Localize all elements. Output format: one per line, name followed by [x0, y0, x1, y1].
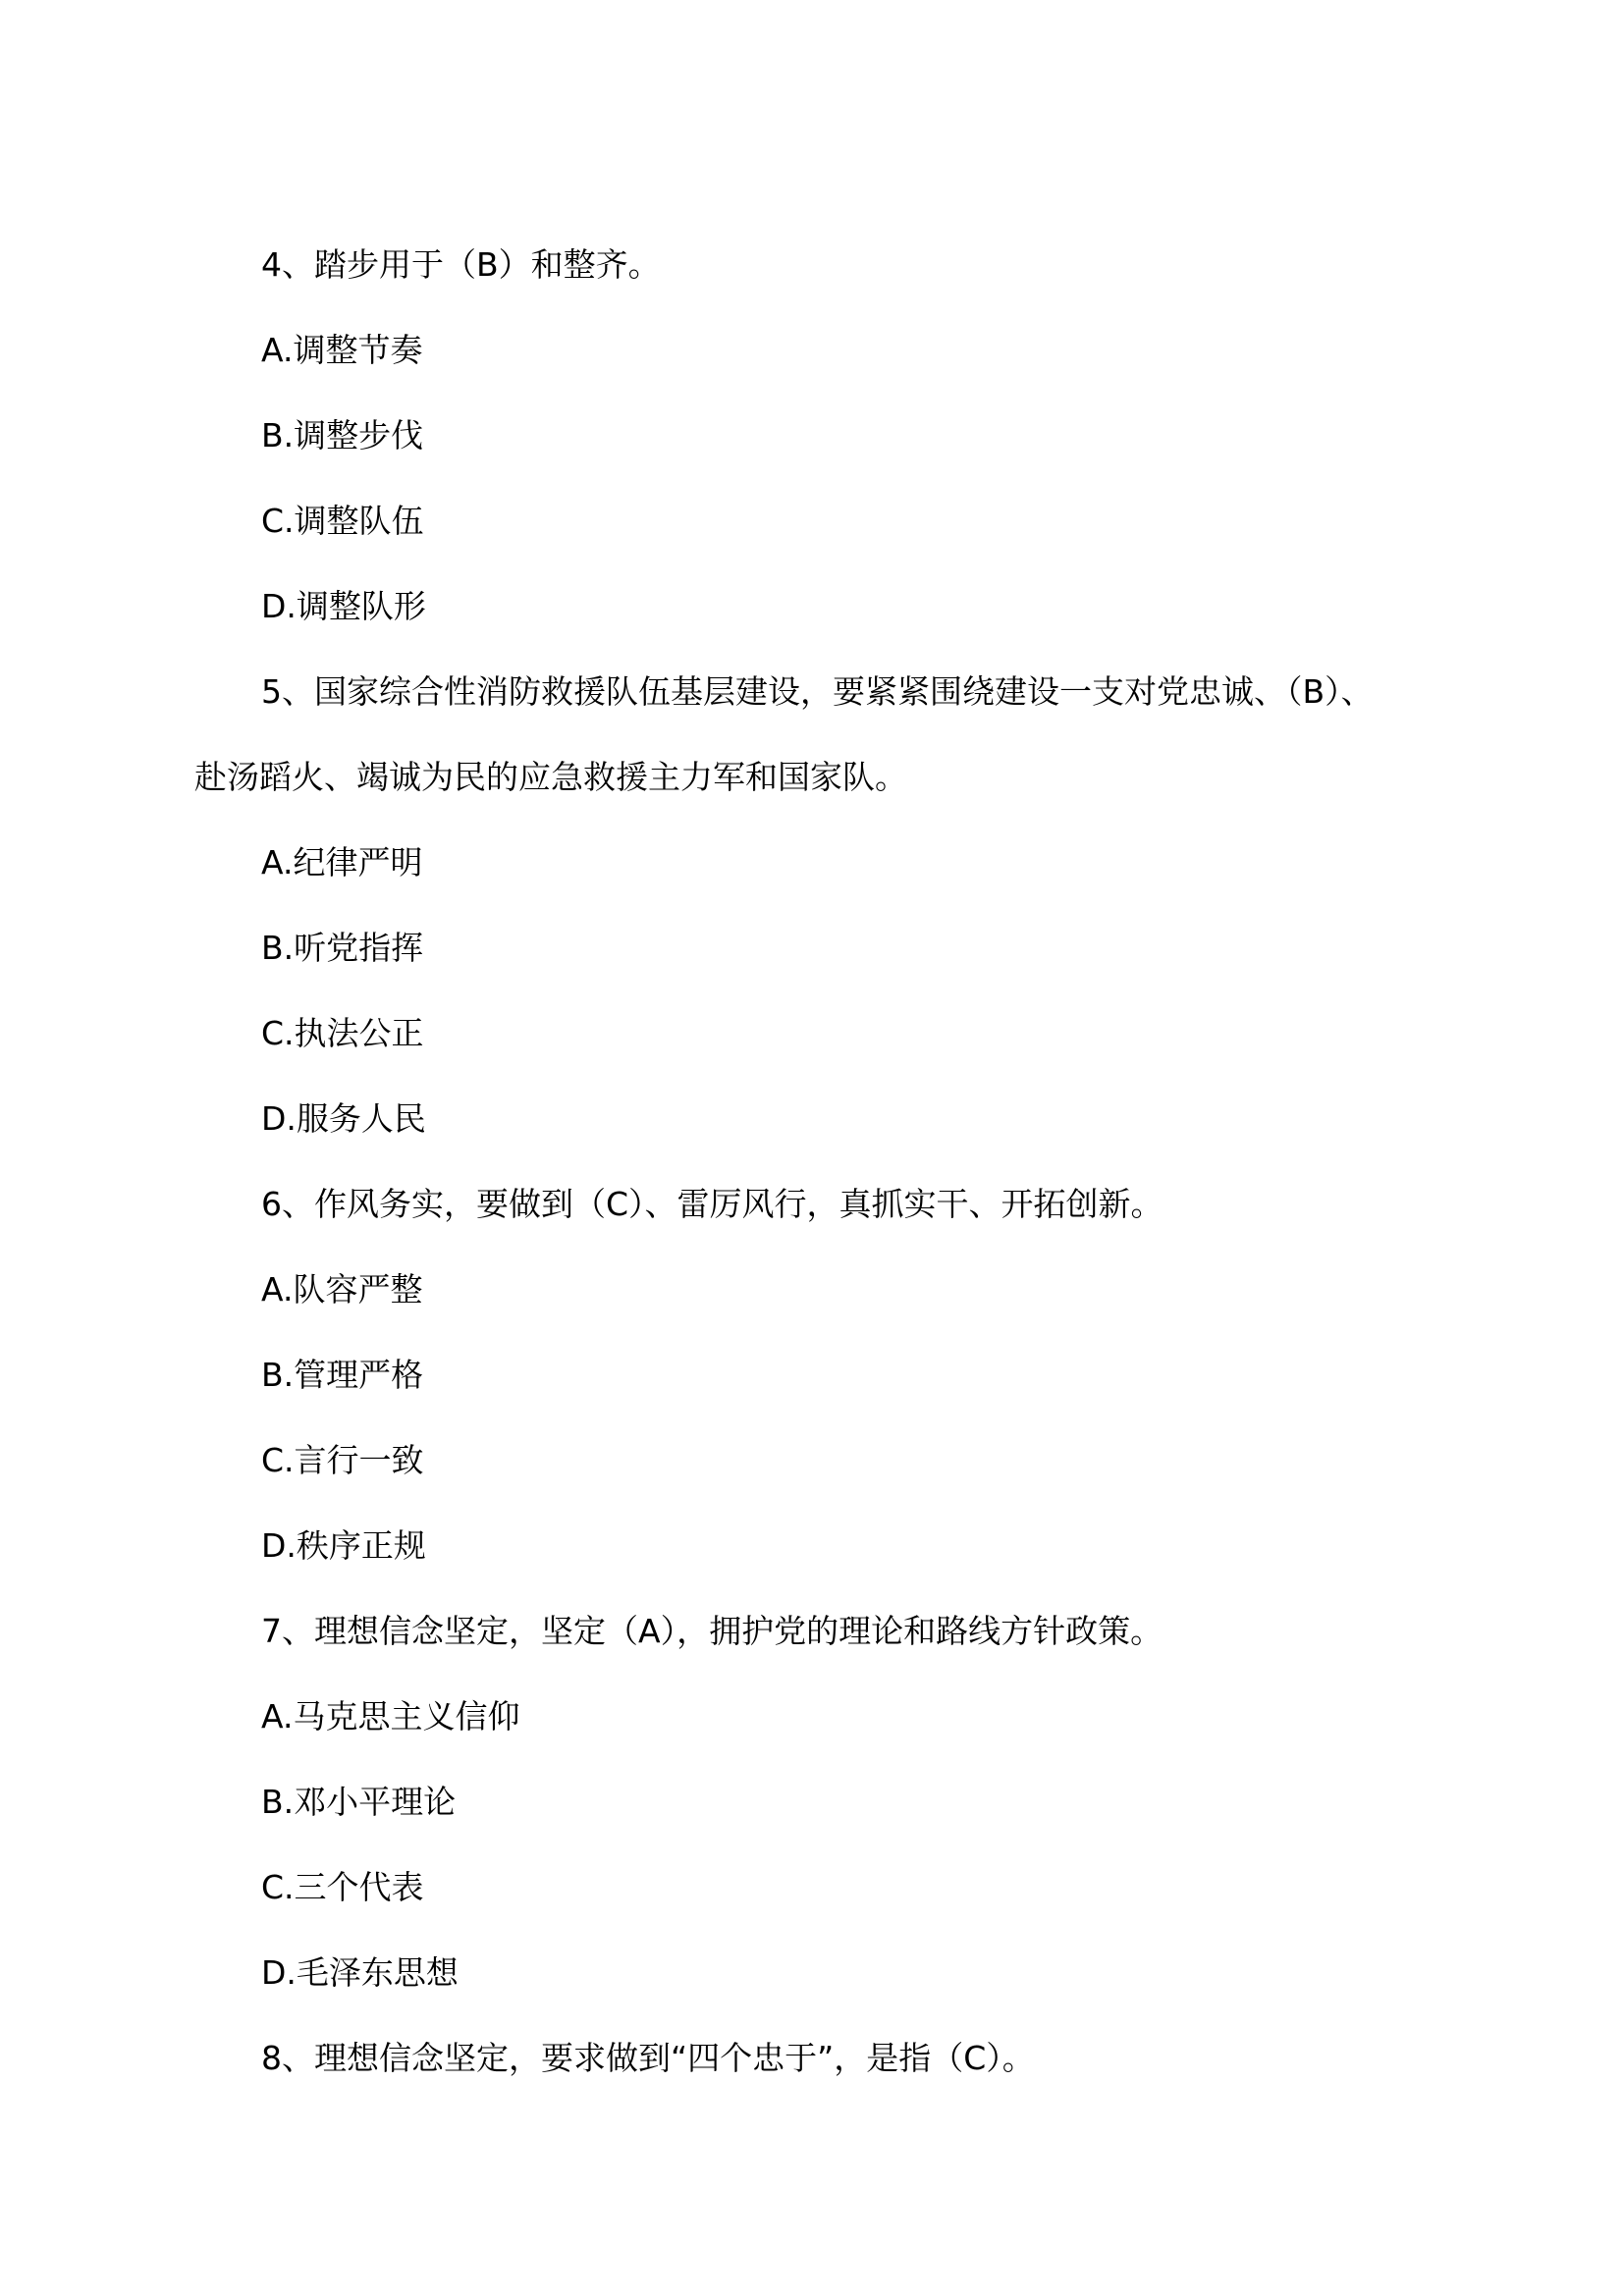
question-7-option-b: B.邓小平理论 — [261, 1783, 457, 1821]
question-4-option-a: A.调整节奏 — [261, 331, 423, 369]
question-8-stem: 8、理想信念坚定，要求做到“四个忠于”，是指（C）。 — [261, 2039, 1035, 2077]
question-6-option-a: A.队容严整 — [261, 1270, 423, 1308]
question-5-option-c: C.执法公正 — [261, 1014, 424, 1052]
question-6-option-d: D.秩序正规 — [261, 1526, 426, 1565]
question-7-stem: 7、理想信念坚定，坚定（A），拥护党的理论和路线方针政策。 — [261, 1612, 1163, 1650]
question-5-option-a: A.纪律严明 — [261, 843, 423, 881]
question-7-option-c: C.三个代表 — [261, 1868, 424, 1906]
question-4-option-c: C.调整队伍 — [261, 502, 424, 540]
question-5-option-d: D.服务人民 — [261, 1099, 426, 1138]
question-4-option-d: D.调整队形 — [261, 587, 426, 625]
question-5-option-b: B.听党指挥 — [261, 929, 424, 967]
question-6-stem: 6、作风务实，要做到（C）、雷厉风行，真抓实干、开拓创新。 — [261, 1185, 1163, 1223]
question-7-option-d: D.毛泽东思想 — [261, 1953, 459, 1992]
question-7-option-a: A.马克思主义信仰 — [261, 1697, 520, 1735]
question-4-option-b: B.调整步伐 — [261, 416, 424, 454]
question-6-option-b: B.管理严格 — [261, 1356, 424, 1394]
question-5-stem-line1: 5、国家综合性消防救援队伍基层建设，要紧紧围绕建设一支对党忠诚、（B）、 — [261, 672, 1374, 711]
question-5-stem-line2: 赴汤蹈火、竭诚为民的应急救援主力军和国家队。 — [194, 758, 907, 796]
question-4-stem: 4、踏步用于（B）和整齐。 — [261, 245, 661, 284]
question-6-option-c: C.言行一致 — [261, 1441, 424, 1479]
